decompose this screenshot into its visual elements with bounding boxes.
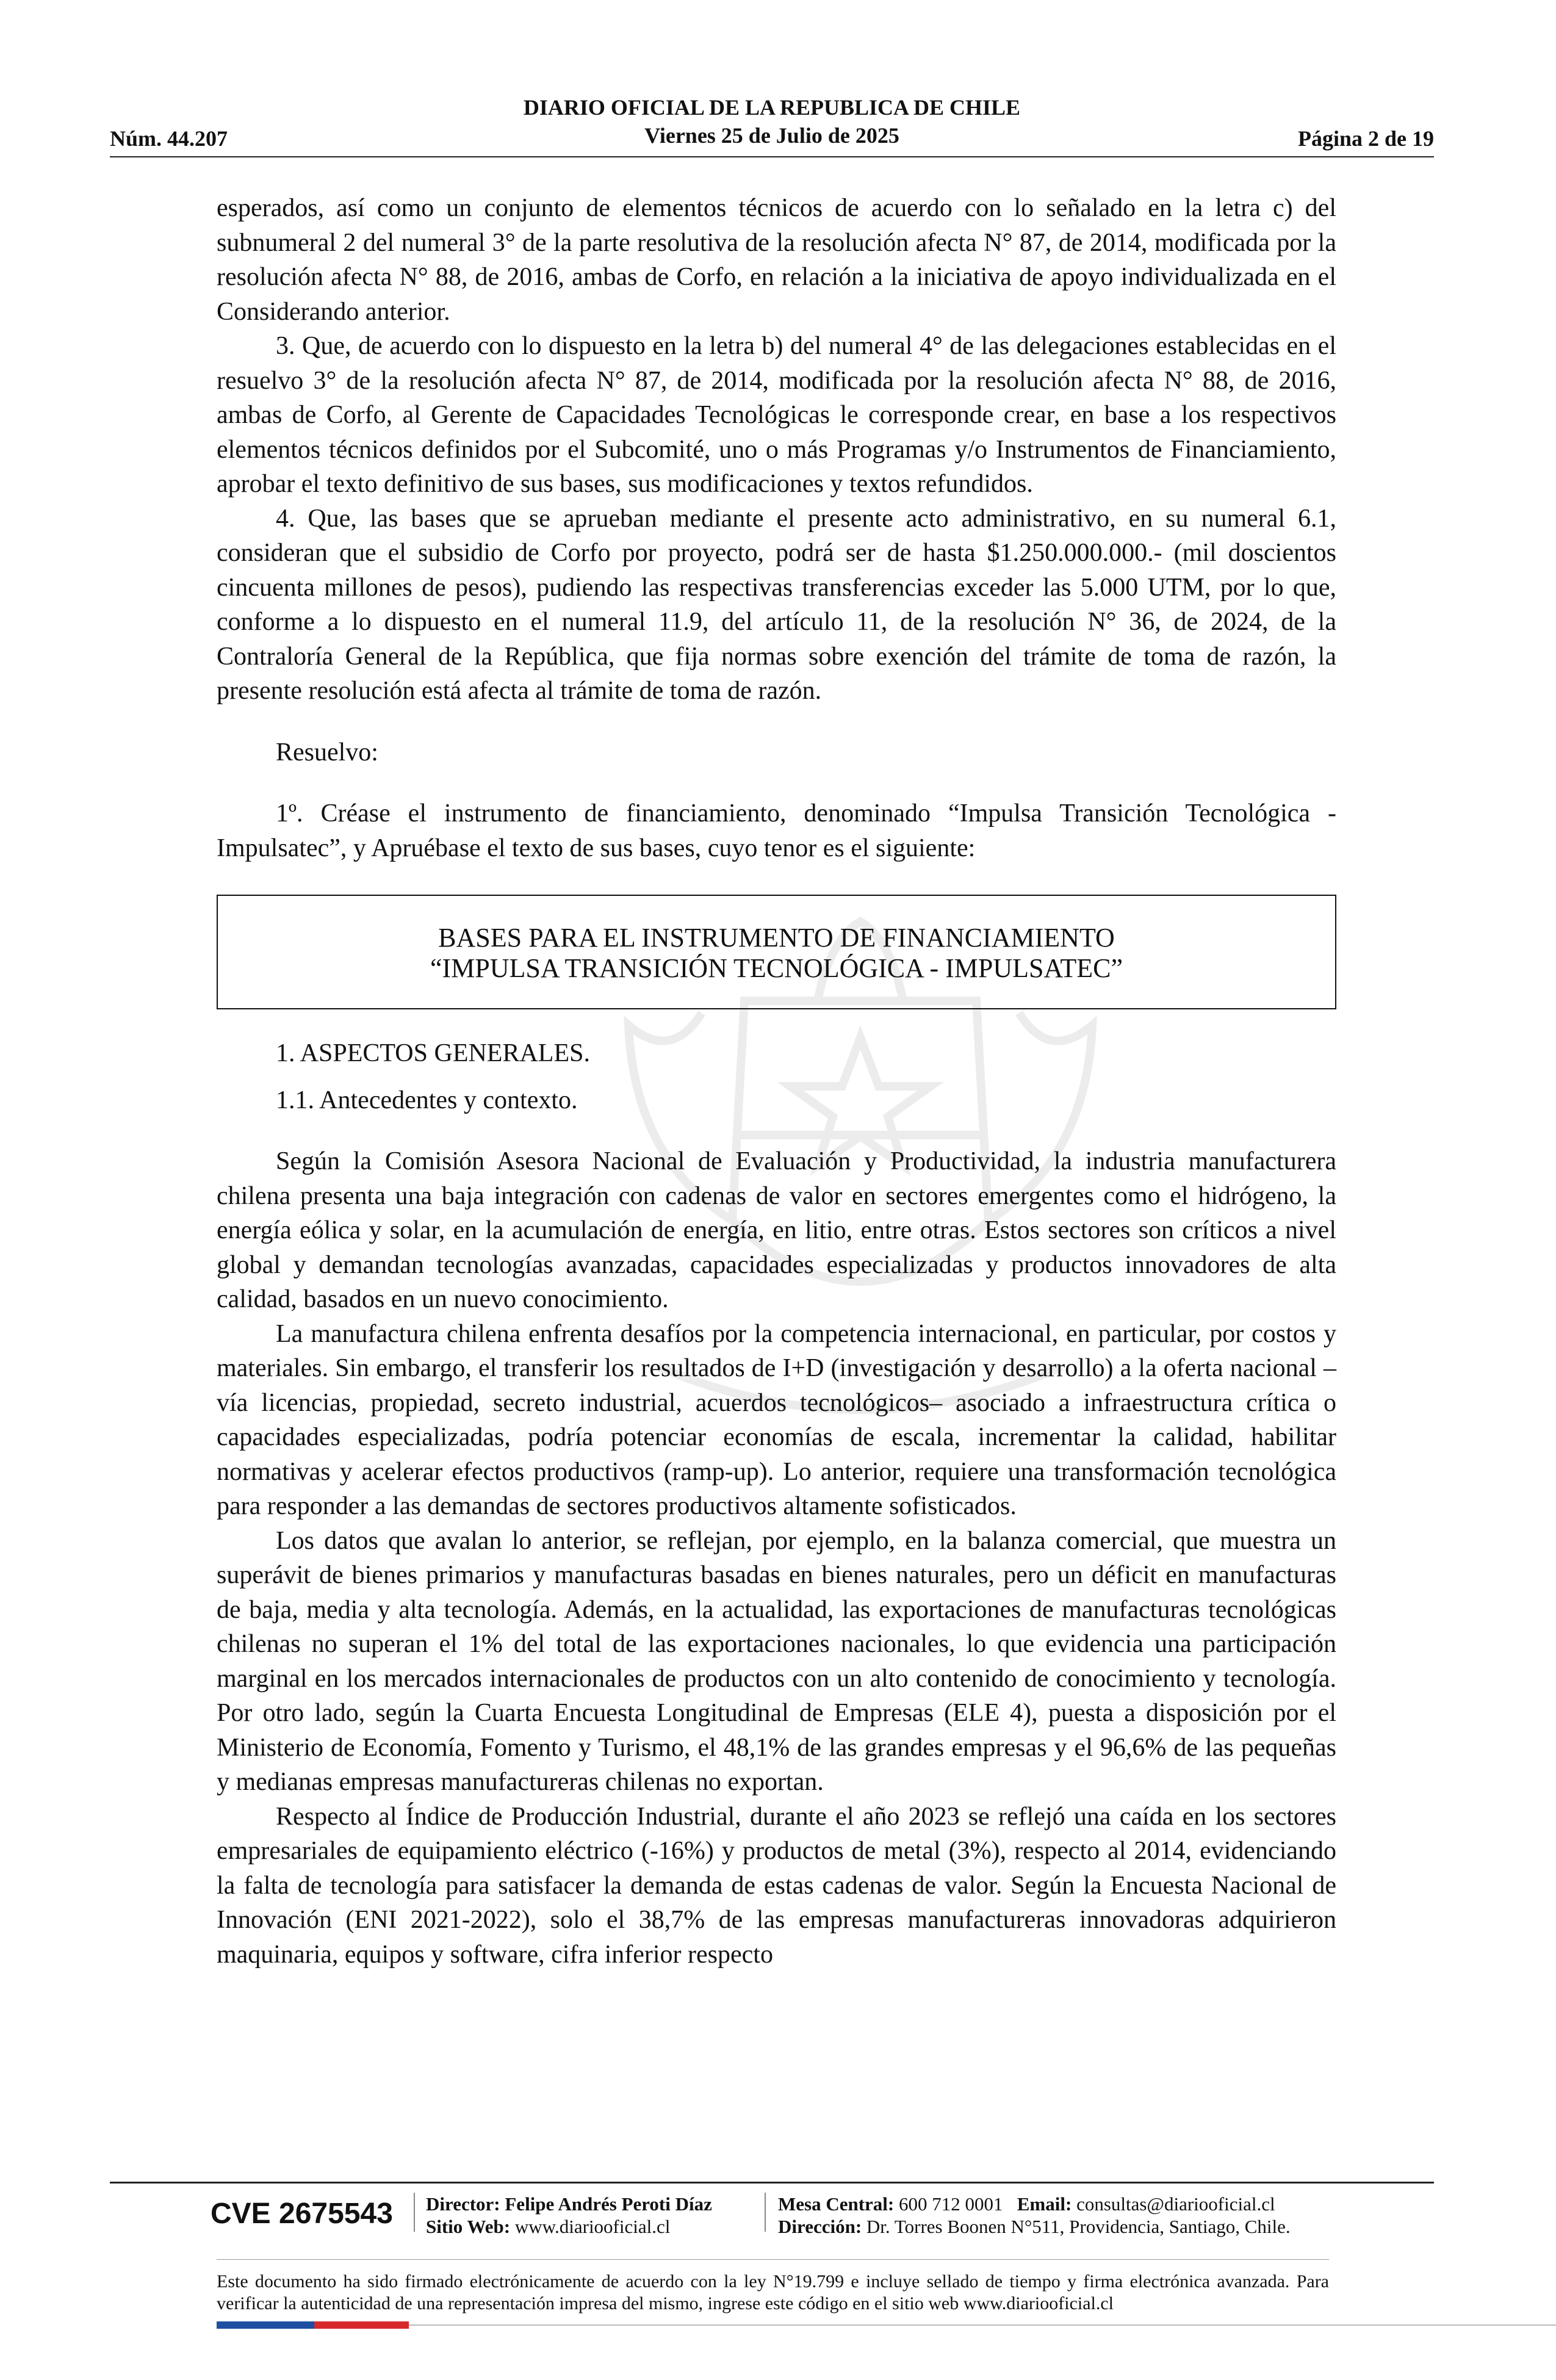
website-link[interactable]: www.diariooficial.cl	[514, 2216, 671, 2237]
publication-title: DIARIO OFICIAL DE LA REPUBLICA DE CHILE	[523, 95, 1021, 120]
section-heading-1-1: 1.1. Antecedentes y contexto.	[276, 1086, 578, 1114]
bases-title-line2: “IMPULSA TRANSICIÓN TECNOLÓGICA - IMPULSATEC”	[430, 953, 1123, 983]
paragraph-context-2: La manufactura chilena enfrenta desafíos por la competencia internacional, en particular, por costos y materiales. Sin embargo, el transferir los resultados de I+D (investigación y desarrollo) a la oferta nacional –vía licencias, propiedad, secreto industrial, acuerdos tecnológicos– asociado a infraestructura crítica o capacidades especializadas, podría potenciar economías de escala, incrementar la calidad, habilitar normativas y acelerar efectos productivos (ramp-up). Lo anterior, requiere una transformación tecnológica para responder a las demandas de sectores productivos altamente sofisticados.	[217, 1319, 1336, 1520]
paragraph-considerando-3: 3. Que, de acuerdo con lo dispuesto en la letra b) del numeral 4° de las delegaciones establecidas en el resuelvo 3° de la resolución afecta N° 87, de 2014, modificada por la resolución afecta N° 88, de 2016, ambas de Corfo, al Gerente de Capacidades Tecnológicas le corresponde crear, en base a los respectivos elementos técnicos definidos por el Subcomité, uno o más Programas y/o Instrumentos de Financiamiento, aprobar el texto definitivo de sus bases, sus modificaciones y textos refundidos.	[217, 332, 1336, 498]
resuelvo-heading: Resuelvo:	[276, 738, 378, 766]
footer-contact-block	[778, 2193, 1291, 2238]
paragraph-context-4: Respecto al Índice de Producción Industrial, durante el año 2023 se reflejó una caída en los sectores empresariales de equipamiento eléctrico (-16%) y productos de metal (3%), respecto al 2014, evidenciando la falta de tecnología para satisfacer la demanda de estas cadenas de valor. Según la Encuesta Nacional de Innovación (ENI 2021-2022), solo el 38,7% de las empresas manufactureras innovadoras adquirieron maquinaria, equipos y software, cifra inferior respecto	[217, 1802, 1336, 1969]
mesa-phone: 600 712 0001	[899, 2193, 1003, 2215]
paragraph-considerando-4: 4. Que, las bases que se aprueban mediante el presente acto administrativo, en su numeral 6.1, consideran que el subsidio de Corfo por proyecto, podrá ser de hasta $1.250.000.000.- (mil doscientos cincuenta millones de pesos), pudiendo las respectivas transferencias exceder las 5.000 UTM, por lo que, conforme a lo dispuesto en el numeral 11.9, del artículo 11, de la resolución N° 36, de 2024, de la Contraloría General de la República, que fija normas sobre exención del trámite de toma de razón, la presente resolución está afecta al trámite de toma de razón.	[217, 504, 1336, 705]
footer-divider	[414, 2193, 415, 2232]
issue-number: Núm. 44.207	[110, 126, 228, 151]
page-number: Página 2 de 19	[1297, 126, 1434, 151]
cve-code: CVE 2675543	[211, 2198, 393, 2230]
flag-color-bar	[217, 2321, 409, 2329]
bases-title-line1: BASES PARA EL INSTRUMENTO DE FINANCIAMIENTO	[438, 923, 1115, 953]
section-heading-1: 1. ASPECTOS GENERALES.	[276, 1039, 590, 1067]
mesa-label: Mesa Central:	[778, 2193, 895, 2215]
publication-date: Viernes 25 de Julio de 2025	[644, 123, 899, 148]
footer-rule	[110, 2182, 1434, 2183]
paragraph-continuation: esperados, así como un conjunto de elementos técnicos de acuerdo con lo señalado en la letra c) del subnumeral 2 del numeral 3° de la parte resolutiva de la resolución afecta N° 87, de 2014, modificada por la resolución afecta N° 88, de 2016, ambas de Corfo, en relación a la iniciativa de apoyo individualizada en el Considerando anterior.	[217, 194, 1336, 326]
paragraph-context-3: Los datos que avalan lo anterior, se reflejan, por ejemplo, en la balanza comercial, que muestra un superávit de bienes primarios y manufacturas basadas en bienes naturales, pero un déficit en manufacturas de baja, media y alta tecnología. Además, en la actualidad, las exportaciones de manufacturas tecnológicas chilenas no superan el 1% del total de las exportaciones nacionales, lo que evidencia una participación marginal en los mercados internacionales de productos con un alto contenido de conocimiento y tecnología. Por otro lado, según la Cuarta Encuesta Longitudinal de Empresas (ELE 4), puesta a disposición por el Ministerio de Economía, Fomento y Turismo, el 48,1% de las grandes empresas y el 96,6% de las pequeñas y medianas empresas manufactureras chilenas no exportan.	[217, 1526, 1336, 1796]
header-rule	[110, 156, 1434, 157]
email-link[interactable]: consultas@diariooficial.cl	[1076, 2193, 1275, 2215]
legal-notice: Este documento ha sido firmado electrónicamente de acuerdo con la ley N°19.799 e incluye sellado de tiempo y firma electrónica avanzada. Para verificar la autenticidad de una representación impresa del mismo, ingrese este código en el sitio web www.diariooficial.cl	[217, 2259, 1329, 2315]
paragraph-context-1: Según la Comisión Asesora Nacional de Evaluación y Productividad, la industria manufacturera chilena presenta una baja integración con cadenas de valor en sectores emergentes como el hidrógeno, la energía eólica y solar, en la acumulación de energía, en litio, entre otras. Estos sectores son críticos a nivel global y demandan tecnologías avanzadas, capacidades especializadas y productos innovadores de alta calidad, basados en un nuevo conocimiento.	[217, 1147, 1336, 1313]
page-header	[110, 93, 1434, 159]
footer-divider	[765, 2193, 766, 2232]
address-value: Dr. Torres Boonen N°511, Providencia, Santiago, Chile.	[866, 2216, 1291, 2237]
flag-bar-line	[409, 2324, 1556, 2326]
paragraph-resuelvo-1: 1º. Créase el instrumento de financiamiento, denominado “Impulsa Transición Tecnológica - Impulsatec”, y Apruébase el texto de sus bases, cuyo tenor es el siguiente:	[217, 799, 1336, 862]
director-label: Director:	[426, 2193, 500, 2215]
director-name: Felipe Andrés Peroti Díaz	[505, 2193, 712, 2215]
footer-director-block	[426, 2193, 712, 2238]
flag-bar-blue	[217, 2321, 314, 2329]
website-label: Sitio Web:	[426, 2216, 511, 2237]
address-label: Dirección:	[778, 2216, 862, 2237]
email-label: Email:	[1017, 2193, 1072, 2215]
bases-title-box	[217, 895, 1336, 1009]
document-body	[217, 191, 1336, 1972]
flag-bar-red	[314, 2321, 409, 2329]
